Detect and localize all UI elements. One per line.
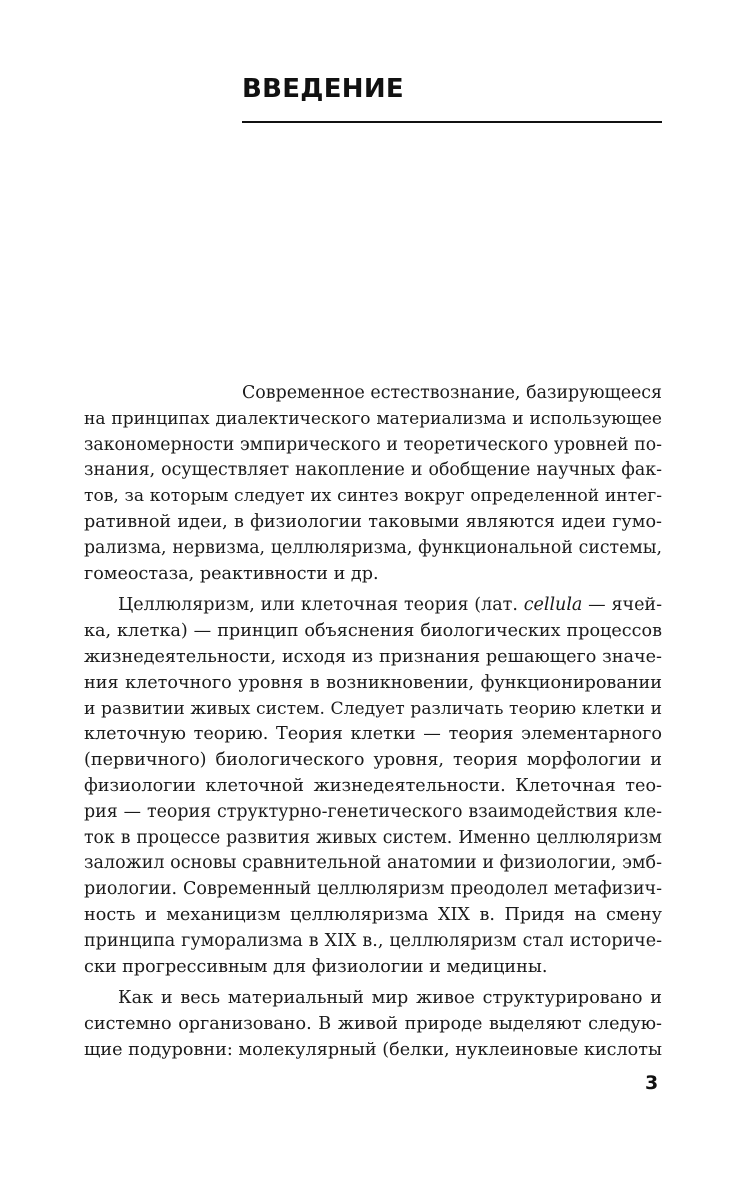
paragraph-organization bbox=[84, 986, 662, 1063]
title-rule bbox=[242, 121, 662, 123]
text-line: ски прогрессивным для физиологии и медицины. bbox=[84, 956, 548, 977]
text-line: щие подуровни: молекулярный (белки, нуклеиновые кислоты bbox=[84, 1039, 662, 1060]
text-line: (первичного) биологического уровня, теория морфологии и bbox=[84, 750, 662, 771]
text-line: клеточную теорию. Теория клетки — теория элементарного bbox=[84, 724, 662, 745]
text-line: ративной идеи, в физиологии таковыми являются идеи гумо- bbox=[84, 511, 662, 532]
text-line: жизнедеятельности, исходя из признания решающего значе- bbox=[84, 646, 662, 667]
text-run: — ячей- bbox=[582, 595, 662, 616]
text-line: физиологии клеточной жизнедеятельности. Клеточная тео- bbox=[84, 775, 662, 796]
text-line: системно организовано. В живой природе выделяют следую- bbox=[84, 1014, 662, 1035]
chapter-title: ВВЕДЕНИЕ bbox=[242, 74, 404, 104]
text-line: риологии. Современный целлюляризм преодолел метафизич- bbox=[84, 879, 662, 900]
text-line: закономерности эмпирического и теоретического уровней по- bbox=[84, 434, 662, 455]
text-line: принципа гуморализма в XIX в., целлюляризм стал историче- bbox=[84, 930, 662, 951]
text-line: рализма, нервизма, целлюляризма, функциональной системы, bbox=[84, 537, 662, 558]
paragraph-intro bbox=[84, 381, 662, 587]
text-line: Современное естествознание, базирующееся bbox=[242, 383, 662, 403]
text-line: Как и весь материальный мир живое структурировано и bbox=[118, 988, 662, 1009]
text-line bbox=[84, 593, 662, 619]
text-run: Целлюляризм, или клеточная теория (лат. bbox=[118, 595, 524, 616]
text-line: на принципах диалектического материализма и использующее bbox=[84, 408, 662, 429]
body-text bbox=[84, 381, 662, 1064]
text-line: тов, за которым следует их синтез вокруг определенной интег- bbox=[84, 486, 662, 507]
text-line: ность и механицизм целлюляризма XIX в. Придя на смену bbox=[84, 904, 662, 925]
text-line: и развитии живых систем. Следует различать теорию клетки и bbox=[84, 698, 662, 719]
latin-term: cellula bbox=[523, 595, 583, 616]
text-line: гомеостаза, реактивности и др. bbox=[84, 563, 379, 584]
text-line: ток в процессе развития живых систем. Именно целлюляризм bbox=[84, 827, 662, 848]
text-line: заложил основы сравнительной анатомии и физиологии, эмб- bbox=[84, 853, 662, 874]
text-line: ния клеточного уровня в возникновении, функционировании bbox=[84, 672, 662, 693]
text-line: знания, осуществляет накопление и обобщение научных фак- bbox=[84, 460, 662, 481]
paragraph-cellularism bbox=[84, 593, 662, 980]
text-line: рия — теория структурно-генетического взаимодействия кле- bbox=[84, 801, 662, 822]
page-number: 3 bbox=[645, 1072, 659, 1094]
text-line: ка, клетка) — принцип объяснения биологических процессов bbox=[84, 621, 662, 642]
